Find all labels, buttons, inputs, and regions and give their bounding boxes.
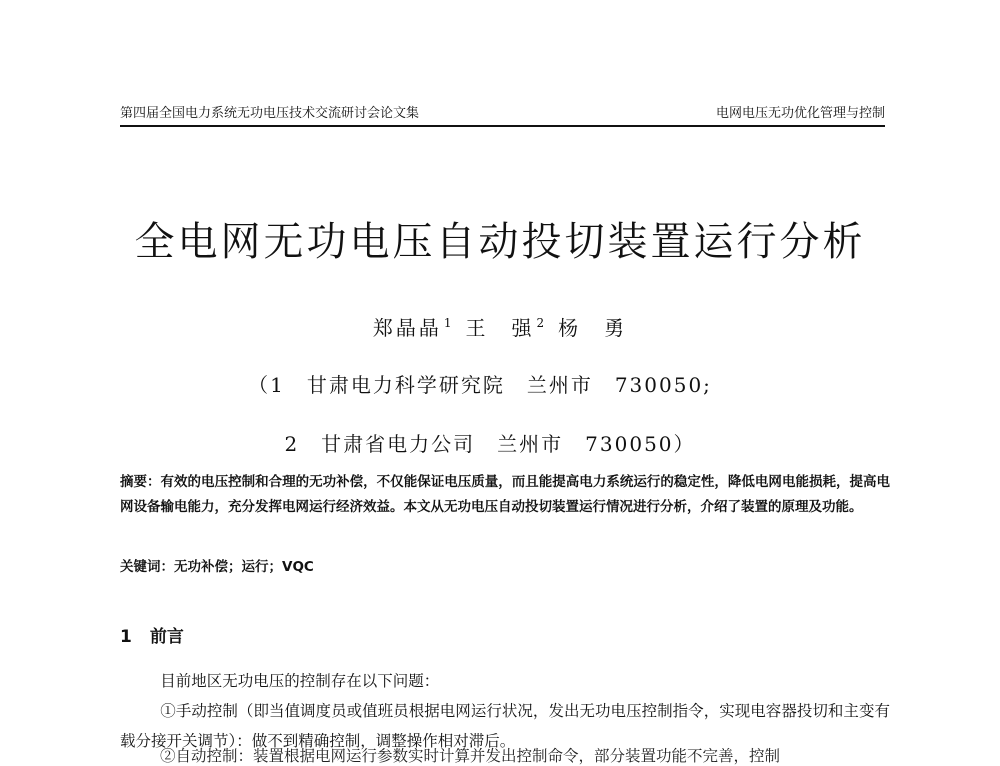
body-paragraph: ①手动控制（即当值调度员或值班员根据电网运行状况，发出无功电压控制指令，实现电容器投切和主变有载分接开关调节）：做不到精确控制，调整操作相对滞后。 — [120, 702, 890, 750]
section-title: 前言 — [149, 627, 184, 647]
author-affiliation-mark: 2 — [536, 316, 545, 331]
abstract-text: 有效的电压控制和合理的无功补偿，不仅能保证电压质量，而且能提高电力系统运行的稳定性，降低电网电能损耗，提高电网设备输电能力，充分发挥电网运行经济效益。本文从无功电压自动投切装置运行情况进行分析，介绍了装置的原理及功能。 — [120, 474, 891, 515]
body-text — [120, 666, 890, 756]
section-heading — [120, 622, 184, 647]
keywords — [120, 555, 890, 575]
keywords-label: 关键词： — [120, 559, 174, 575]
author-name: 杨 勇 — [558, 316, 628, 340]
abstract-label: 摘要： — [120, 474, 161, 490]
author-affiliation-mark: 1 — [443, 316, 452, 331]
keywords-text: 无功补偿；运行；VQC — [174, 559, 314, 575]
paper-title: 全电网无功电压自动投切装置运行分析 — [134, 219, 866, 265]
body-paragraph: 目前地区无功电压的控制存在以下问题： — [160, 672, 440, 690]
abstract — [120, 470, 890, 520]
author-name: 郑晶晶 — [372, 316, 442, 340]
cut-off-text-line — [160, 747, 880, 765]
affiliation-2: 2 甘肃省电力公司 兰州市 730050） — [284, 432, 696, 456]
running-header — [120, 102, 885, 127]
cut-off-text: ②自动控制：装置根据电网运行参数实时计算并发出控制命令，部分装置功能不完善，控制 — [160, 747, 781, 765]
header-proceedings-title: 第四届全国电力系统无功电压技术交流研讨会论文集 — [120, 106, 420, 121]
author-list — [0, 312, 1000, 341]
section-number: 1 — [120, 627, 132, 647]
author-name: 王 强 — [465, 316, 535, 340]
affiliation-1: （1 甘肃电力科学研究院 兰州市 730050; — [248, 373, 712, 397]
header-section-title: 电网电压无功优化管理与控制 — [715, 106, 885, 121]
